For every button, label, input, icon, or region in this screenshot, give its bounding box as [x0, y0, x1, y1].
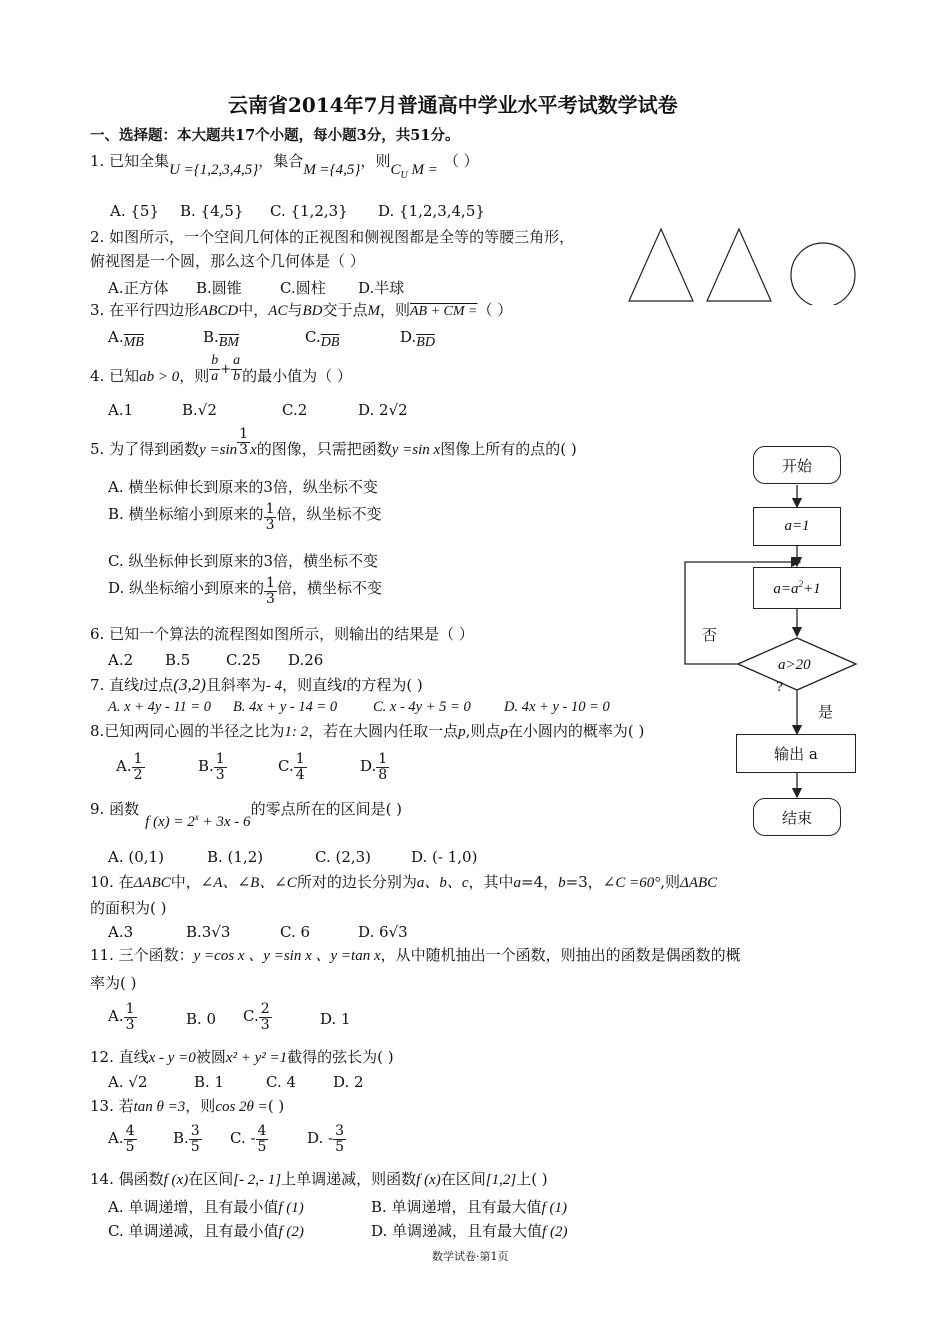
q14-interval1: [- 2,- 1]	[233, 1172, 282, 1188]
q4-plus: +	[220, 362, 232, 378]
q14-f: f (x)	[163, 1172, 189, 1188]
q10-t1: 10. 在	[90, 873, 134, 891]
q5-t2: 的图像，只需把函数	[256, 440, 392, 459]
q6-option-d: D.26	[288, 651, 324, 669]
q14-t2: 在区间	[188, 1170, 234, 1188]
q8-option-a	[116, 752, 145, 782]
q11-option-c-den: 3	[260, 1016, 270, 1033]
q3-option-b-vec: $\overline{BM}$	[218, 335, 240, 350]
q7-t5: 的方程为( )	[346, 676, 423, 694]
q14-interval2: [1,2]	[485, 1172, 517, 1188]
page-title: 云南省2014年7月普通高中学业水平考试数学试卷	[228, 93, 678, 117]
q14-option-c-f: f (2)	[278, 1224, 304, 1240]
q4-t3: 的最小值为（ ）	[242, 367, 352, 386]
q3-option-c	[305, 328, 340, 350]
q9-option-c: C. (2,3)	[315, 848, 372, 866]
q10-angle-c: ∠C =60°	[602, 875, 661, 891]
q13-option-d	[307, 1124, 346, 1154]
q1-mid2: ，则	[360, 152, 391, 170]
flowchart-start: 开始	[753, 446, 841, 484]
q8-p2: p	[500, 724, 508, 740]
q9-option-a: A. (0,1)	[108, 848, 164, 866]
q4-frac1-den: a	[211, 368, 219, 384]
q10-option-c: C. 6	[280, 923, 311, 941]
q8-option-b-den: 3	[215, 766, 225, 783]
q8-t2: ，若在大圆内任取一点	[308, 722, 459, 740]
q13-text: 13. 若	[90, 1097, 134, 1115]
question-9	[90, 800, 403, 830]
q13-option-a	[108, 1124, 137, 1154]
q14-text: 14. 偶函数	[90, 1170, 164, 1188]
question-3	[90, 301, 512, 321]
q4-option-b: B.√2	[182, 401, 217, 419]
q10-sides: a、b、c	[416, 875, 469, 891]
q8-option-d-num: 1	[378, 751, 388, 767]
page-footer: 数学试卷·第1页	[432, 1250, 509, 1263]
q11-functions: y =cos x 、y =sin x 、y =tan x	[193, 948, 381, 964]
q11-t1: 11. 三个函数：	[90, 946, 194, 964]
q10-option-d: D. 6√3	[358, 923, 408, 941]
q4-frac1-num: b	[211, 353, 219, 368]
q12-t2: 被圆	[195, 1048, 226, 1066]
q5-option-b-den: 3	[265, 516, 275, 533]
q10-t2: 中，	[170, 873, 201, 891]
q8-t4: 在小圆内的概率为( )	[507, 722, 645, 740]
q11-option-d: D. 1	[320, 1010, 351, 1028]
q12-text: 12. 直线	[90, 1048, 149, 1066]
q5-frac-num: 1	[239, 426, 249, 442]
flowchart-yes-label: 是	[818, 703, 834, 721]
q4-frac2-den: b	[233, 368, 241, 384]
q3-option-d	[400, 328, 435, 350]
q1-option-b: B. {4,5}	[180, 202, 244, 220]
q5-func1: y =sin	[199, 442, 238, 459]
q13-option-a-label: A.	[108, 1129, 124, 1148]
q7-l: l	[139, 678, 144, 694]
flowchart-update-a: a=a	[773, 580, 799, 597]
q3-option-d-label: D.	[400, 328, 417, 346]
q3-t3: 与	[287, 301, 303, 319]
q3-t5: ，则	[379, 301, 410, 319]
q10-triangle: ΔABC	[133, 875, 171, 891]
q13-option-c-num: 4	[257, 1123, 267, 1139]
q5-option-d-text1: D. 纵坐标缩小到原来的	[108, 579, 265, 598]
flowchart-update	[753, 567, 841, 609]
q8-option-c	[278, 752, 307, 782]
q11-line1	[90, 946, 741, 965]
q1-option-c: C. {1,2,3}	[270, 202, 348, 220]
q1-paren: （ ）	[443, 152, 479, 170]
q13-option-b-label: B.	[173, 1129, 189, 1148]
q8-option-a-den: 2	[133, 766, 143, 783]
q7-t4: ，则直线	[282, 676, 343, 694]
q11-option-a-label: A.	[108, 1007, 124, 1026]
q14-option-a-f: f (1)	[278, 1200, 304, 1216]
q13-option-a-num: 4	[125, 1123, 135, 1139]
q5-option-a: A. 横坐标伸长到原来的3倍，纵坐标不变	[108, 478, 378, 496]
q14-f2: f (x)	[416, 1172, 441, 1188]
q13-expr: cos 2θ =	[215, 1099, 268, 1115]
q8-option-a-label: A.	[116, 757, 132, 776]
q5-t3: 图像上所有的点的( )	[440, 440, 577, 459]
q10-t4: ，其中	[468, 873, 514, 891]
flowchart-update-b: +1	[803, 580, 821, 597]
q5-option-b-num: 1	[265, 501, 275, 517]
q14-option-c	[108, 1220, 304, 1241]
q2-option-d: D.半球	[358, 279, 405, 297]
q14-option-d	[371, 1220, 567, 1241]
q7-option-d: D. 4x + y - 10 = 0	[504, 699, 610, 715]
q7-text: 7. 直线	[90, 676, 140, 694]
q7-t2: 过点	[143, 676, 174, 694]
q10-angles: ∠A、∠B、∠C	[200, 875, 297, 891]
q13-option-d-num: 3	[335, 1123, 345, 1139]
q7-option-a: A. x + 4y - 11 = 0	[108, 699, 212, 715]
q8-text: 8.已知两同心圆的半径之比为	[90, 722, 285, 740]
q1-set-m: M ={4,5}	[303, 162, 361, 178]
q7-l2: l	[342, 678, 347, 694]
q9-exponent: x	[194, 812, 199, 822]
flowchart-lines	[680, 440, 870, 850]
q14-option-a	[108, 1196, 304, 1217]
q6-option-b: B.5	[165, 651, 191, 669]
q8-option-a-num: 1	[133, 751, 143, 767]
q8-option-d	[360, 752, 389, 782]
flowchart-init	[753, 507, 841, 546]
q2-option-b: B.圆锥	[196, 279, 242, 297]
q2-line2: 俯视图是一个圆，那么这个几何体是（ ）	[90, 252, 365, 270]
q3-expr: AB + CM =	[410, 304, 478, 319]
q5-option-d-text2: 倍，横坐标不变	[276, 579, 382, 598]
q9-option-d: D. (- 1,0)	[411, 848, 478, 866]
q11-t2: ，从中随机抽出一个函数，则抽出的函数是偶函数的概	[380, 946, 741, 964]
q14-t3: 上单调递减，则函数	[281, 1170, 417, 1188]
q14-option-b	[371, 1196, 567, 1217]
q12-circle: x² + y² =1	[225, 1050, 288, 1066]
q3-option-a	[108, 328, 144, 350]
q5-option-b	[108, 502, 382, 532]
q13-cond: tan θ =3	[133, 1099, 186, 1115]
q3-m: M	[367, 303, 380, 319]
q13-t2: ，则	[185, 1097, 216, 1115]
q12-t3: 截得的弦长为( )	[287, 1048, 394, 1066]
q4-option-d: D. 2√2	[358, 401, 408, 419]
three-views-figure	[625, 225, 865, 305]
q14-option-c-text: C. 单调递减，且有最小值	[108, 1222, 279, 1240]
q6-option-a: A.2	[108, 651, 134, 669]
q10-line1	[90, 873, 717, 892]
q13-option-b-den: 5	[190, 1138, 200, 1155]
q8-option-c-den: 4	[295, 766, 305, 783]
q5-option-c: C. 纵坐标伸长到原来的3倍，横坐标不变	[108, 552, 379, 570]
q7-slope: - 4	[265, 678, 283, 694]
q10-option-b: B.3√3	[186, 923, 231, 941]
question-7	[90, 675, 423, 695]
q13-option-b	[173, 1124, 202, 1154]
question-8	[90, 722, 644, 741]
q8-option-b	[198, 752, 227, 782]
q12-line: x - y =0	[148, 1050, 196, 1066]
question-5	[90, 427, 577, 457]
q3-paren: （ ）	[477, 301, 513, 319]
q7-point: (3,2)	[173, 675, 206, 694]
q5-func2: y =sin x	[391, 442, 441, 459]
q3-text: 3. 在平行四边形	[90, 301, 200, 319]
q8-option-d-den: 8	[378, 766, 388, 783]
q12-option-d: D. 2	[333, 1073, 364, 1091]
q4-option-a: A.1	[108, 401, 134, 419]
q13-option-c	[230, 1124, 268, 1154]
q13-option-d-label: D. -	[307, 1129, 334, 1148]
q3-bd: BD	[302, 303, 323, 319]
q11-option-a-den: 3	[125, 1016, 135, 1033]
q3-ac: AC	[268, 303, 288, 319]
q10-t3: 所对的边长分别为	[296, 873, 417, 891]
q5-option-b-text2: 倍，纵坐标不变	[276, 505, 382, 524]
q11-option-b: B. 0	[186, 1010, 217, 1028]
q1-text: 1. 已知全集	[90, 152, 170, 170]
q1-complement: C	[390, 162, 401, 178]
q8-t3: ,则点	[465, 722, 501, 740]
q14-t4: 在区间	[440, 1170, 486, 1188]
q9-text: 9. 函数	[90, 800, 140, 818]
q10-a: a	[513, 875, 522, 891]
q5-x: x	[250, 442, 257, 459]
q4-cond: ab > 0	[139, 369, 180, 386]
q8-p: p	[458, 724, 466, 740]
q1-universal-set: U ={1,2,3,4,5}	[169, 162, 259, 178]
q7-t3: 且斜率为	[205, 676, 266, 694]
side-view-triangle	[707, 229, 771, 301]
flowchart-output: 输出 a	[736, 734, 856, 773]
q1-complement-sub: U	[400, 170, 408, 181]
q8-option-d-label: D.	[360, 757, 377, 776]
q4-t2: ，则	[179, 367, 210, 386]
q5-option-d	[108, 576, 382, 606]
flowchart-init-text: a=1	[784, 518, 810, 534]
q11-option-c	[243, 1002, 272, 1032]
flowchart-no-label: 否	[702, 626, 718, 644]
q1-option-d: D. {1,2,3,4,5}	[378, 202, 485, 220]
q5-option-b-text1: B. 横坐标缩小到原来的	[108, 505, 264, 524]
q14-t5: 上( )	[516, 1170, 548, 1188]
q5-option-d-num: 1	[266, 575, 275, 591]
q3-t2: 中，	[238, 301, 269, 319]
question-1	[90, 152, 479, 181]
q10-triangle2: ΔABC	[680, 875, 718, 891]
q13-option-c-den: 5	[257, 1138, 267, 1155]
top-view-circle	[791, 243, 855, 305]
q3-t4: 交于点	[322, 301, 368, 319]
q3-option-c-vec: $\overline{DB}$	[320, 335, 340, 350]
q10-b: b	[558, 875, 566, 891]
question-12	[90, 1048, 394, 1067]
q10-option-a: A.3	[108, 923, 134, 941]
question-4	[90, 354, 352, 384]
q7-option-c: C. x - 4y + 5 = 0	[373, 699, 471, 715]
q4-text: 4. 已知	[90, 367, 140, 386]
q11-line2: 率为( )	[90, 974, 137, 992]
q14-option-d-f: f (2)	[542, 1224, 568, 1240]
q12-option-c: C. 4	[266, 1073, 297, 1091]
q14-option-b-text: B. 单调递增，且有最大值	[371, 1198, 542, 1216]
q9-func: f (x) = 2	[145, 814, 195, 830]
flowchart-question-mark: ?	[776, 680, 783, 695]
q6-option-c: C.25	[226, 651, 261, 669]
section-heading: 一、选择题：本大题共17个小题，每小题3分，共51分。	[90, 127, 460, 144]
q9-option-b: B. (1,2)	[207, 848, 264, 866]
q13-paren: ( )	[267, 1097, 285, 1115]
q11-option-a-num: 1	[125, 1001, 135, 1017]
q6-text: 6. 已知一个算法的流程图如图所示，则输出的结果是（ ）	[90, 625, 474, 643]
q7-option-b: B. 4x + y - 14 = 0	[233, 699, 338, 715]
q1-mid: ，集合	[258, 152, 304, 170]
q2-option-c: C.圆柱	[280, 279, 326, 297]
q4-option-c: C.2	[282, 401, 308, 419]
q3-option-a-label: A.	[108, 328, 124, 346]
q2-option-a: A.正方体	[108, 279, 169, 297]
q4-frac2-num: a	[233, 353, 241, 368]
flowchart-condition: a>20	[778, 657, 811, 673]
q14-option-d-text: D. 单调递减，且有最大值	[371, 1222, 543, 1240]
q11-option-c-label: C.	[243, 1007, 259, 1026]
q3-option-b-label: B.	[203, 328, 219, 346]
q12-option-a: A. √2	[108, 1073, 148, 1091]
q3-option-d-vec: $\overline{BD}$	[416, 335, 435, 350]
flowchart-update-sup: 2	[798, 578, 803, 589]
question-13	[90, 1097, 284, 1116]
q5-frac-den: 3	[239, 441, 249, 458]
q11-option-a	[108, 1002, 137, 1032]
q12-option-b: B. 1	[194, 1073, 225, 1091]
q8-option-b-num: 1	[215, 751, 225, 767]
q13-option-c-label: C. -	[230, 1129, 256, 1148]
q3-option-a-vec: $\overline{MB}$	[123, 335, 144, 350]
q10-t5: =4，	[521, 873, 559, 891]
q10-line2: 的面积为( )	[90, 899, 167, 917]
flowchart-end: 结束	[753, 798, 841, 836]
q8-option-c-num: 1	[295, 751, 305, 767]
front-view-triangle	[629, 229, 693, 301]
q3-option-b	[203, 328, 240, 350]
q8-ratio: 1: 2	[284, 724, 309, 740]
q1-option-a: A. {5}	[110, 202, 159, 220]
q8-option-b-label: B.	[198, 757, 214, 776]
q2-line1: 2. 如图所示，一个空间几何体的正视图和侧视图都是全等的等腰三角形，	[90, 228, 575, 246]
q5-option-d-den: 3	[266, 590, 275, 607]
q3-abcd: ABCD	[199, 303, 239, 319]
q9-func-rest: + 3x - 6	[198, 814, 251, 830]
q14-option-a-text: A. 单调递增，且有最小值	[108, 1198, 279, 1216]
q9-t2: 的零点所在的区间是( )	[250, 800, 403, 818]
q14-option-b-f: f (1)	[541, 1200, 567, 1216]
q10-t6: =3，	[565, 873, 603, 891]
q1-complement-m: M =	[407, 162, 438, 178]
q3-option-c-label: C.	[305, 328, 321, 346]
q13-option-d-den: 5	[335, 1138, 345, 1155]
question-14	[90, 1170, 548, 1189]
q5-text: 5. 为了得到函数	[90, 440, 200, 459]
q11-option-c-num: 2	[260, 1001, 270, 1017]
q13-option-b-num: 3	[190, 1123, 200, 1139]
q10-t7: ,则	[660, 873, 681, 891]
q8-option-c-label: C.	[278, 757, 294, 776]
q13-option-a-den: 5	[125, 1138, 135, 1155]
